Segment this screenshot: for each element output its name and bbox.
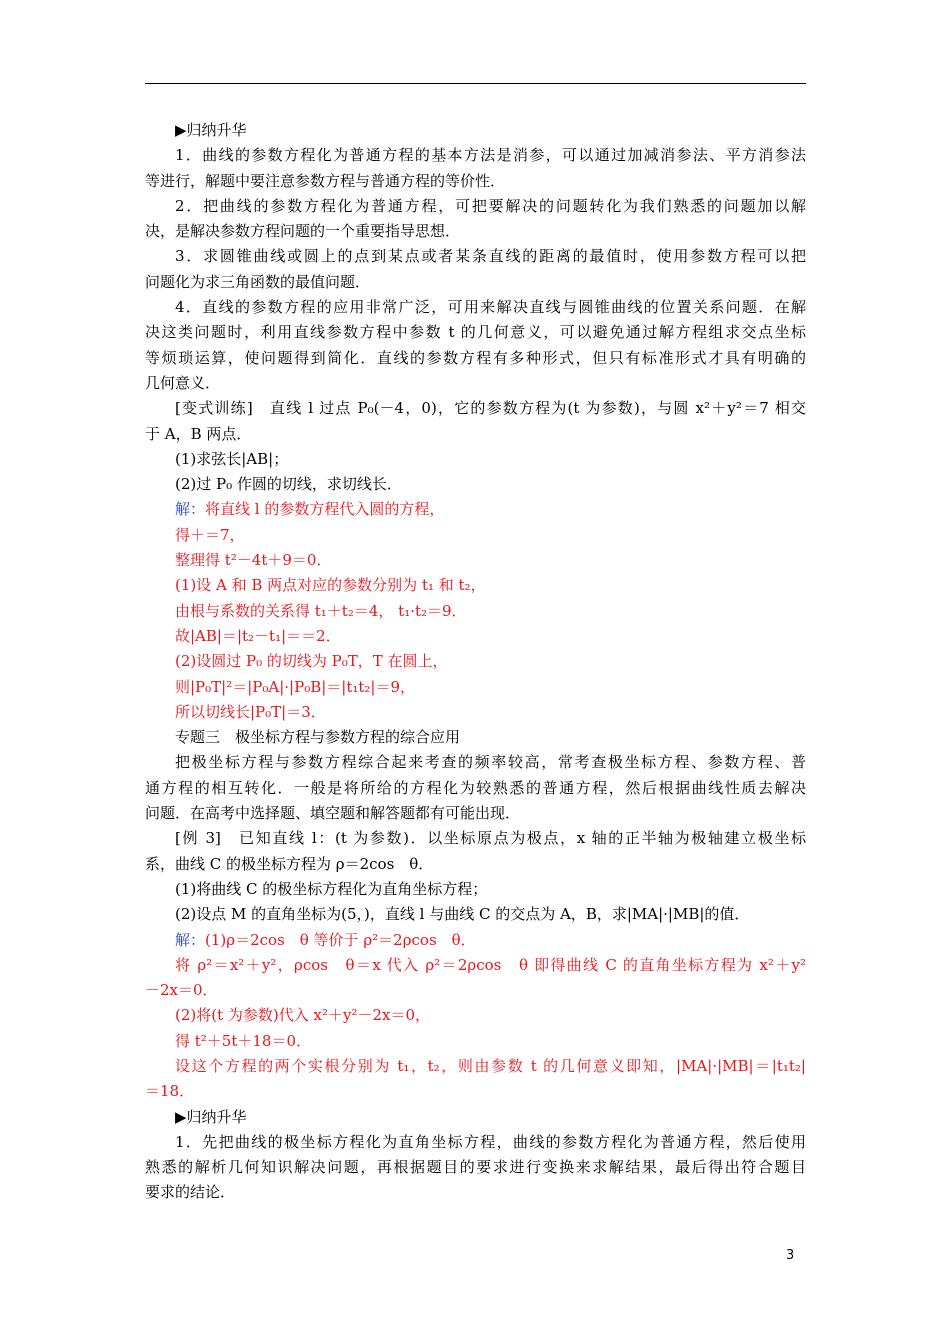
text-line xyxy=(145,675,806,700)
text-line-content: 将直线 l 的参数方程代入圆的方程， xyxy=(205,500,445,519)
text-line-content: 得 t²＋5t＋18＝0． xyxy=(175,1031,312,1050)
text-line-content: 系，曲线 C 的极坐标方程为 ρ＝2cos θ． xyxy=(145,854,434,873)
text-line-content: ▶归纳升华 xyxy=(175,1107,247,1126)
text-line-content: (1)设 A 和 B 两点对应的参数分别为 t₁ 和 t₂， xyxy=(175,576,486,595)
text-line-content: 要求的结论． xyxy=(145,1183,236,1202)
text-line-content: ＝18． xyxy=(145,1082,195,1101)
text-line xyxy=(145,599,806,624)
text-line xyxy=(145,523,806,548)
solution-label: 解： xyxy=(175,500,206,519)
text-line-content: 故|AB|＝|t₂－t₁|＝＝2． xyxy=(175,626,341,645)
text-line xyxy=(145,1155,806,1180)
text-line-content: 把极坐标方程与参数方程综合起来考查的频率较高，常考查极坐标方程、参数方程、普 xyxy=(175,753,806,772)
text-line-content: 则|P₀T|²＝|P₀A|·|P₀B|＝|t₁t₂|＝9， xyxy=(175,677,416,696)
text-line xyxy=(145,472,806,497)
text-line xyxy=(145,852,806,877)
text-line-content: (2)过 P₀ 作圆的切线，求切线长． xyxy=(175,475,402,494)
text-line xyxy=(145,1079,806,1104)
text-line xyxy=(145,953,806,978)
text-line xyxy=(145,548,806,573)
text-line-content: 熟悉的解析几何知识解决问题，再根据题目的要求进行变换来求解结果，最后得出符合题目 xyxy=(145,1158,806,1177)
text-line xyxy=(145,573,806,598)
text-line-content: 设这个方程的两个实根分别为 t₁，t₂，则由参数 t 的几何意义即知，|MA|·|MB|＝|t₁t₂| xyxy=(175,1056,806,1075)
text-line xyxy=(145,649,806,674)
text-line xyxy=(145,244,806,269)
text-line xyxy=(145,877,806,902)
text-line xyxy=(145,801,806,826)
text-line xyxy=(145,700,806,725)
text-line-content: 由根与系数的关系得 t₁＋t₂＝4， t₁·t₂＝9． xyxy=(175,601,467,620)
text-line-content: ▶归纳升华 xyxy=(175,121,247,139)
text-line xyxy=(145,826,806,851)
text-line-content: (1)ρ＝2cos θ 等价于 ρ²＝2ρcos θ． xyxy=(205,930,476,949)
text-line xyxy=(145,371,806,396)
text-line-content: 决，是解决参数方程问题的一个重要指导思想． xyxy=(145,222,461,241)
text-line xyxy=(145,295,806,320)
text-line xyxy=(145,902,806,927)
text-line-content: －2x＝0． xyxy=(145,981,218,1000)
text-line-content: 4．直线的参数方程的应用非常广泛，可用来解决直线与圆锥曲线的位置关系问题．在解 xyxy=(175,298,806,317)
text-line-content: 问题化为求三角函数的最值问题． xyxy=(145,272,371,291)
text-line-content: (1)将曲线 C 的极坐标方程化为直角坐标方程； xyxy=(175,879,488,898)
text-line-content: 于 A，B 两点． xyxy=(145,424,252,443)
text-line xyxy=(145,320,806,345)
text-line-content: (2)将(t 为参数)代入 x²＋y²－2x＝0， xyxy=(175,1006,431,1025)
text-line xyxy=(145,497,806,522)
text-line-content: (2)设圆过 P₀ 的切线为 P₀T，T 在圆上， xyxy=(175,652,448,671)
text-line xyxy=(145,1029,806,1054)
text-line xyxy=(145,118,806,143)
text-line xyxy=(145,447,806,472)
text-line xyxy=(145,1180,806,1205)
text-line-content: (1)求弦长|AB|； xyxy=(175,449,289,468)
text-line xyxy=(145,624,806,649)
text-line-content: [变式训练] 直线 l 过点 P₀(－4，0)，它的参数方程为(t 为参数)，与圆 x²＋y²＝7 相交 xyxy=(175,399,806,418)
text-line-content: 整理得 t²－4t＋9＝0． xyxy=(175,551,332,570)
text-line-content: [例 3] 已知直线 l：(t 为参数)．以坐标原点为极点，x 轴的正半轴为极轴建立极坐标 xyxy=(175,829,806,848)
text-line xyxy=(145,725,806,750)
page-number: 3 xyxy=(786,1248,795,1263)
text-line xyxy=(145,219,806,244)
text-line-content: 等进行，解题中要注意参数方程与普通方程的等价性． xyxy=(145,171,506,190)
text-line-content: 1．先把曲线的极坐标方程化为直角坐标方程，曲线的参数方程化为普通方程，然后使用 xyxy=(175,1132,806,1151)
text-line-content: 所以切线长|P₀T|＝3． xyxy=(175,702,326,721)
text-line xyxy=(145,194,806,219)
text-line-content: 将 ρ²＝x²＋y²，ρcos θ＝x 代入 ρ²＝2ρcos θ 即得曲线 C 的直角坐标方程为 x²＋y² xyxy=(175,955,806,974)
text-line-content: (2)设点 M 的直角坐标为(5，)，直线 l 与曲线 C 的交点为 A，B，求|MA|·|MB|的值． xyxy=(175,905,750,924)
text-line xyxy=(145,1054,806,1079)
text-line-content: 3．求圆锥曲线或圆上的点到某点或者某条直线的距离的最值时，使用参数方程可以把 xyxy=(175,247,806,266)
text-line xyxy=(145,776,806,801)
text-line-content: 几何意义． xyxy=(145,373,221,392)
text-line xyxy=(145,169,806,194)
text-line xyxy=(145,750,806,775)
text-line xyxy=(145,978,806,1003)
text-line-content: 决这类问题时，利用直线参数方程中参数 t 的几何意义，可以避免通过解方程组求交点坐标 xyxy=(145,323,806,342)
text-line-content: 问题．在高考中选择题、填空题和解答题都有可能出现． xyxy=(145,804,521,823)
text-line xyxy=(145,1003,806,1028)
text-line xyxy=(145,346,806,371)
header-rule xyxy=(145,83,806,84)
text-line-content: 通方程的相互转化．一般是将所给的方程化为较熟悉的普通方程，然后根据曲线性质去解决 xyxy=(145,778,806,797)
text-line xyxy=(145,422,806,447)
solution-label: 解： xyxy=(175,930,206,949)
text-line xyxy=(145,143,806,168)
text-line-content: 1．曲线的参数方程化为普通方程的基本方法是消参，可以通过加减消参法、平方消参法 xyxy=(175,146,806,165)
text-line-content: 专题三 极坐标方程与参数方程的综合应用 xyxy=(175,728,461,747)
text-line xyxy=(145,928,806,953)
text-line xyxy=(145,1105,806,1130)
page-content xyxy=(145,118,806,1206)
text-line xyxy=(145,396,806,421)
text-line-content: 等烦琐运算，使问题得到简化．直线的参数方程有多种形式，但只有标准形式才具有明确的 xyxy=(145,348,806,367)
text-line xyxy=(145,1130,806,1155)
text-line-content: 2．把曲线的参数方程化为普通方程，可把要解决的问题转化为我们熟悉的问题加以解 xyxy=(175,196,806,215)
text-line-content: 得＋＝7， xyxy=(175,525,245,544)
text-line xyxy=(145,270,806,295)
